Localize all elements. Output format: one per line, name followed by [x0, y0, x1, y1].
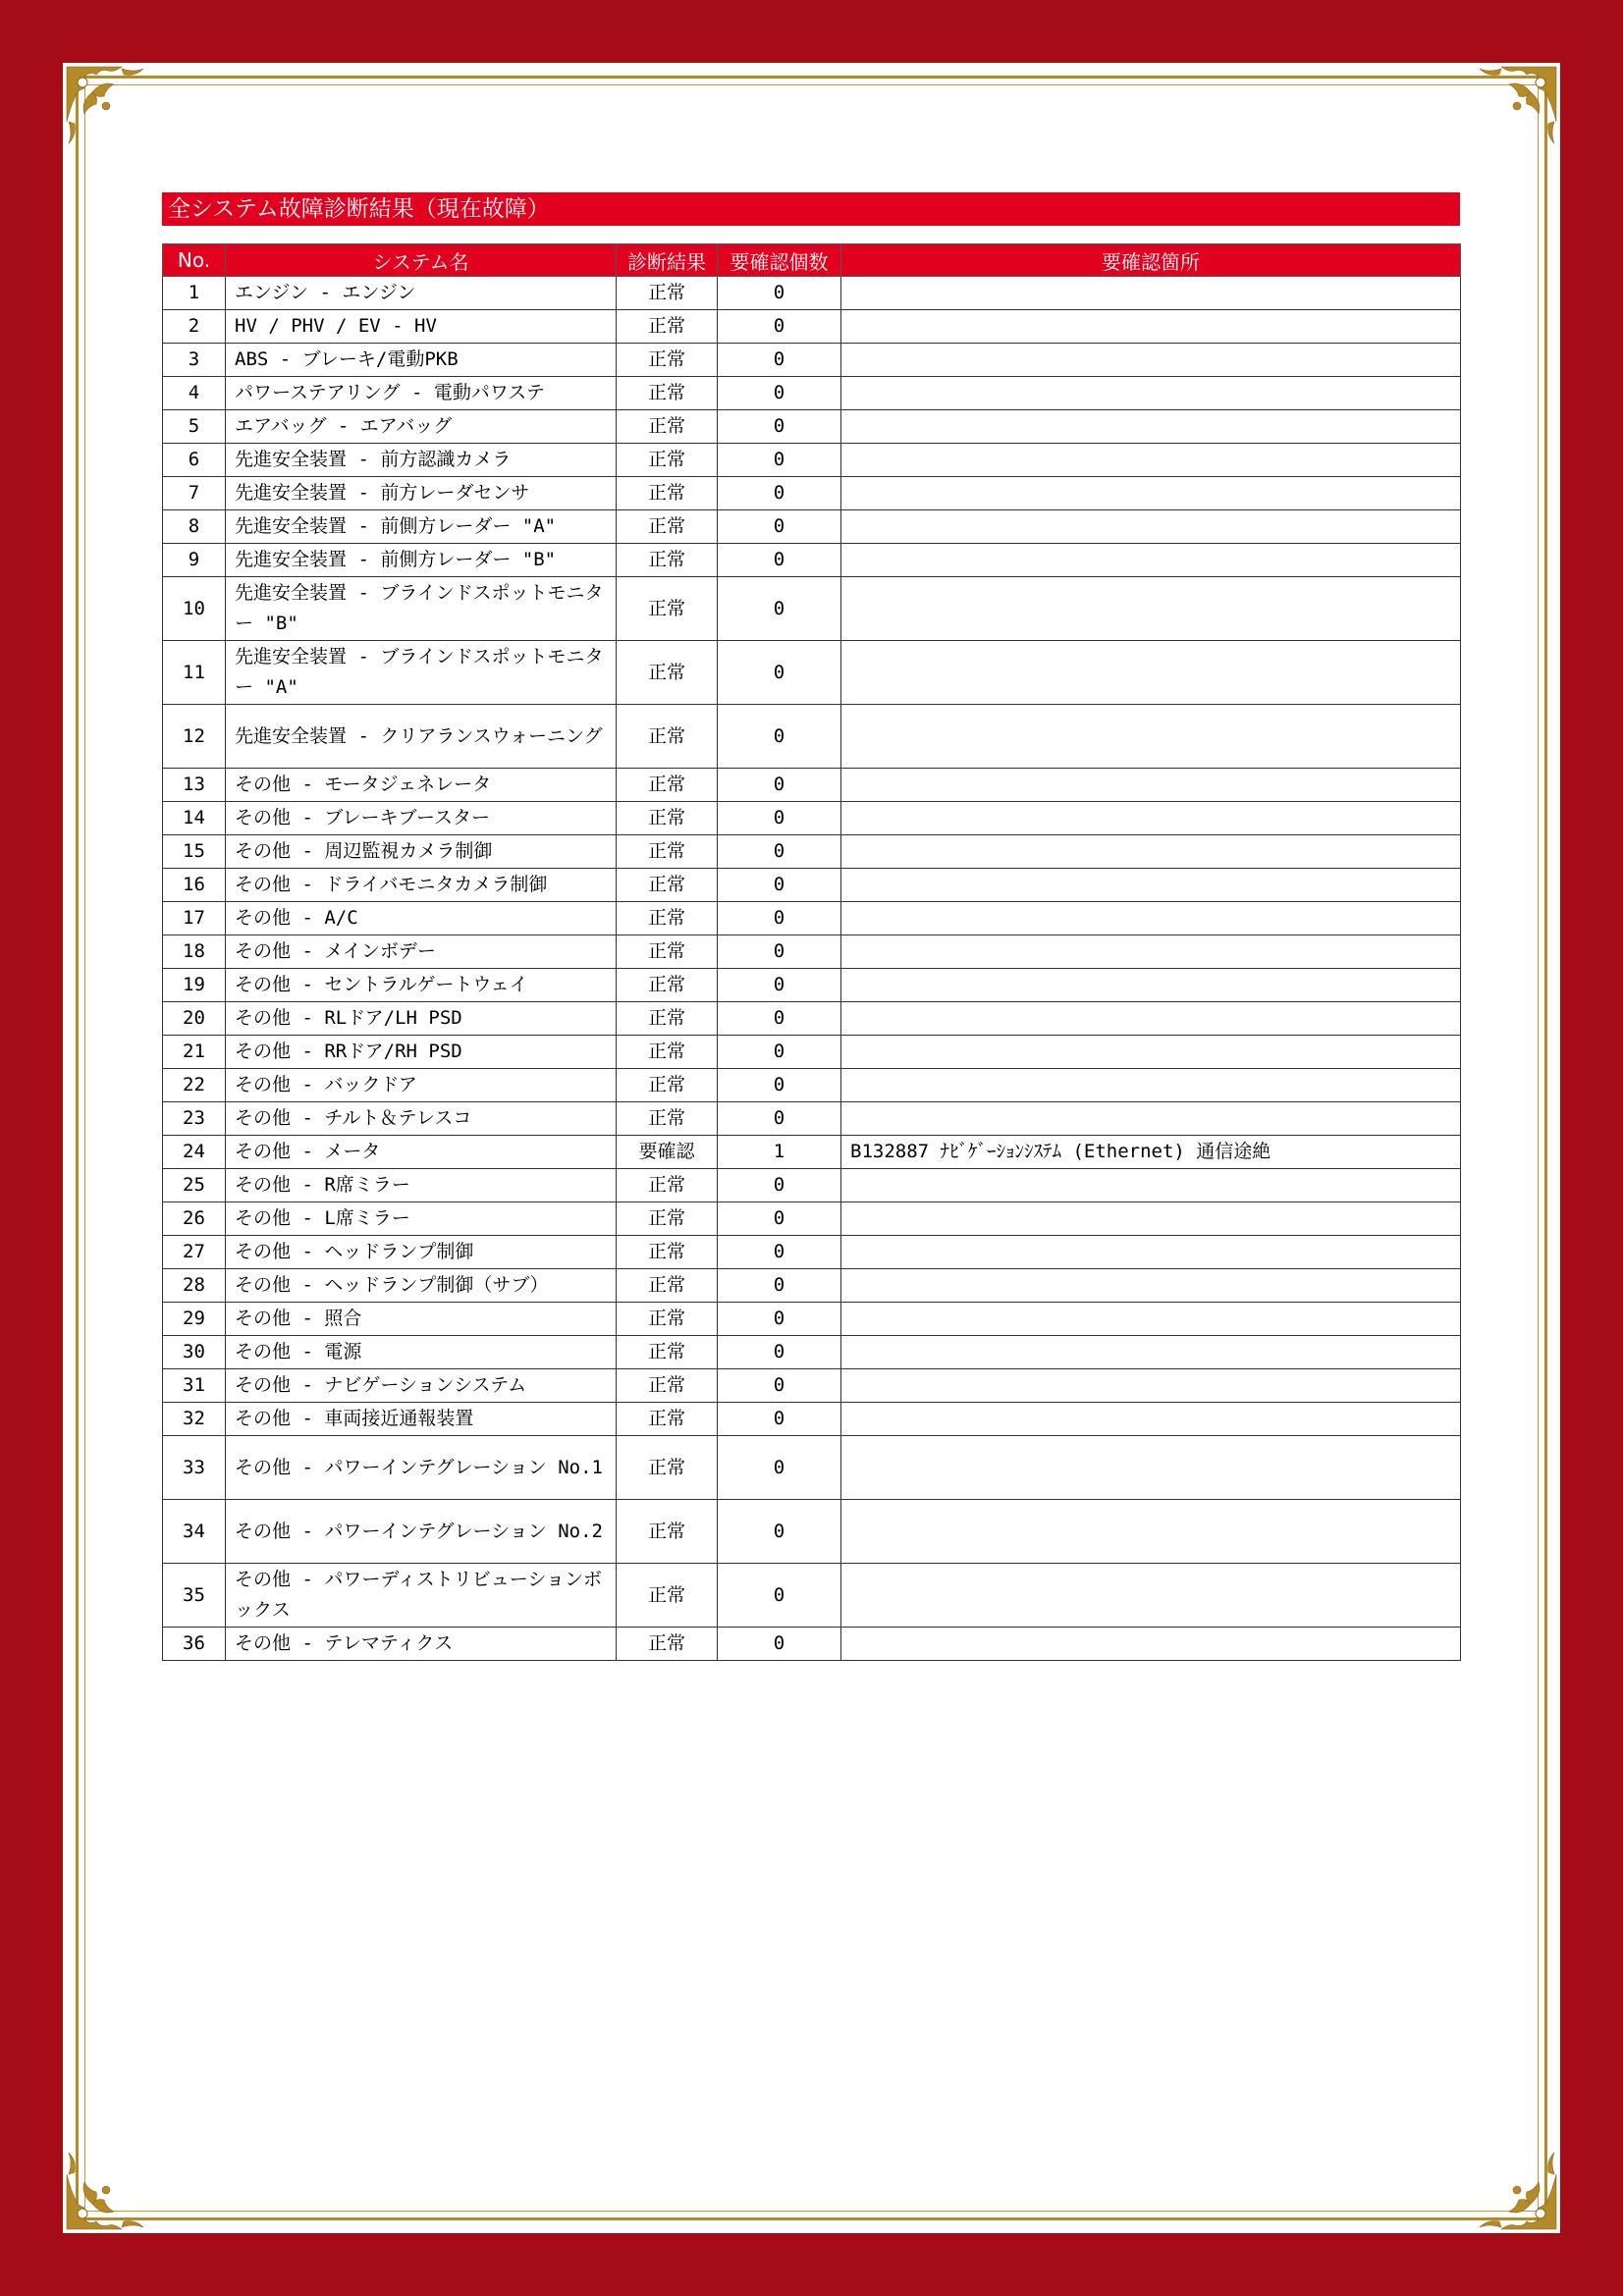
cell-count: 0 — [718, 1436, 841, 1500]
table-row — [163, 1036, 1461, 1069]
cell-location — [841, 1564, 1461, 1628]
cell-system-name: その他 - ブレーキブースター — [226, 802, 617, 835]
cell-result: 正常 — [617, 477, 718, 510]
cell-count: 0 — [718, 444, 841, 477]
ornament-corner-icon — [63, 2135, 161, 2233]
cell-result: 正常 — [617, 410, 718, 444]
report-title: 全システム故障診断結果（現在故障） — [162, 192, 1460, 226]
cell-system-name: その他 - L席ミラー — [226, 1202, 617, 1236]
cell-location — [841, 835, 1461, 869]
table-row — [163, 1169, 1461, 1202]
cell-system-name: その他 - 照合 — [226, 1303, 617, 1336]
cell-system-name: 先進安全装置 - ブラインドスポットモニター "A" — [226, 641, 617, 705]
cell-count: 0 — [718, 310, 841, 344]
cell-system-name: ABS - ブレーキ/電動PKB — [226, 344, 617, 377]
cell-system-name: その他 - バックドア — [226, 1069, 617, 1102]
cell-count: 0 — [718, 277, 841, 310]
cell-system-name: その他 - パワーインテグレーション No.2 — [226, 1500, 617, 1564]
cell-location — [841, 544, 1461, 577]
cell-count: 0 — [718, 1564, 841, 1628]
table-row — [163, 1436, 1461, 1500]
cell-result: 正常 — [617, 1500, 718, 1564]
cell-system-name: その他 - RLドア/LH PSD — [226, 1002, 617, 1036]
cell-result: 正常 — [617, 444, 718, 477]
cell-location — [841, 969, 1461, 1002]
cell-count: 0 — [718, 1369, 841, 1403]
cell-system-name: その他 - パワーディストリビューションボックス — [226, 1564, 617, 1628]
cell-count: 0 — [718, 969, 841, 1002]
cell-no: 36 — [163, 1628, 226, 1661]
cell-result: 正常 — [617, 935, 718, 969]
ornament-corner-icon — [1462, 63, 1560, 161]
cell-location — [841, 444, 1461, 477]
cell-system-name: その他 - モータジェネレータ — [226, 769, 617, 802]
cell-location — [841, 1628, 1461, 1661]
cell-system-name: その他 - 周辺監視カメラ制御 — [226, 835, 617, 869]
cell-result: 正常 — [617, 577, 718, 641]
cell-system-name: その他 - RRドア/RH PSD — [226, 1036, 617, 1069]
cell-no: 1 — [163, 277, 226, 310]
table-row — [163, 969, 1461, 1002]
cell-result: 正常 — [617, 902, 718, 935]
cell-location — [841, 477, 1461, 510]
cell-location — [841, 1303, 1461, 1336]
cell-result: 正常 — [617, 1069, 718, 1102]
table-row — [163, 510, 1461, 544]
table-row — [163, 1002, 1461, 1036]
cell-system-name: その他 - 電源 — [226, 1336, 617, 1369]
cell-no: 27 — [163, 1236, 226, 1269]
table-row — [163, 1628, 1461, 1661]
cell-system-name: 先進安全装置 - 前側方レーダー "B" — [226, 544, 617, 577]
cell-count: 0 — [718, 377, 841, 410]
cell-location — [841, 1102, 1461, 1136]
cell-system-name: その他 - ヘッドランプ制御（サブ） — [226, 1269, 617, 1303]
cell-result: 正常 — [617, 969, 718, 1002]
cell-location — [841, 705, 1461, 769]
cell-location — [841, 641, 1461, 705]
cell-no: 6 — [163, 444, 226, 477]
cell-location — [841, 577, 1461, 641]
cell-result: 正常 — [617, 641, 718, 705]
ornament-corner-icon — [63, 63, 161, 161]
cell-location — [841, 1002, 1461, 1036]
cell-count: 0 — [718, 1102, 841, 1136]
cell-no: 3 — [163, 344, 226, 377]
table-row — [163, 544, 1461, 577]
report-page — [63, 63, 1560, 2233]
cell-location — [841, 1369, 1461, 1403]
cell-count: 0 — [718, 1236, 841, 1269]
table-row — [163, 1336, 1461, 1369]
cell-count: 0 — [718, 410, 841, 444]
cell-no: 19 — [163, 969, 226, 1002]
cell-location — [841, 277, 1461, 310]
cell-no: 4 — [163, 377, 226, 410]
cell-no: 10 — [163, 577, 226, 641]
cell-count: 0 — [718, 1036, 841, 1069]
cell-no: 16 — [163, 869, 226, 902]
cell-count: 0 — [718, 1303, 841, 1336]
table-row — [163, 377, 1461, 410]
table-row — [163, 344, 1461, 377]
table-row — [163, 802, 1461, 835]
cell-result: 正常 — [617, 1369, 718, 1403]
cell-result: 正常 — [617, 1036, 718, 1069]
cell-count: 0 — [718, 902, 841, 935]
cell-system-name: その他 - A/C — [226, 902, 617, 935]
cell-result: 正常 — [617, 1336, 718, 1369]
cell-no: 18 — [163, 935, 226, 969]
cell-location — [841, 1169, 1461, 1202]
cell-system-name: その他 - メータ — [226, 1136, 617, 1169]
cell-result: 正常 — [617, 869, 718, 902]
table-row — [163, 277, 1461, 310]
cell-location — [841, 310, 1461, 344]
cell-result: 正常 — [617, 1236, 718, 1269]
cell-result: 正常 — [617, 1303, 718, 1336]
cell-count: 0 — [718, 577, 841, 641]
cell-result: 正常 — [617, 1436, 718, 1500]
cell-count: 0 — [718, 1269, 841, 1303]
cell-location — [841, 377, 1461, 410]
table-row — [163, 1236, 1461, 1269]
cell-location — [841, 1436, 1461, 1500]
cell-result: 正常 — [617, 1269, 718, 1303]
cell-no: 13 — [163, 769, 226, 802]
cell-no: 31 — [163, 1369, 226, 1403]
cell-count: 0 — [718, 802, 841, 835]
cell-count: 0 — [718, 705, 841, 769]
table-row — [163, 1102, 1461, 1136]
cell-result: 正常 — [617, 310, 718, 344]
table-row — [163, 935, 1461, 969]
cell-result: 正常 — [617, 544, 718, 577]
cell-count: 0 — [718, 1069, 841, 1102]
cell-no: 34 — [163, 1500, 226, 1564]
cell-result: 正常 — [617, 377, 718, 410]
table-row — [163, 577, 1461, 641]
cell-location — [841, 344, 1461, 377]
cell-location — [841, 1269, 1461, 1303]
cell-count: 0 — [718, 1500, 841, 1564]
cell-system-name: 先進安全装置 - 前方レーダセンサ — [226, 477, 617, 510]
column-header-location: 要確認箇所 — [841, 244, 1461, 277]
cell-system-name: 先進安全装置 - 前側方レーダー "A" — [226, 510, 617, 544]
cell-system-name: その他 - 車両接近通報装置 — [226, 1403, 617, 1436]
cell-result: 正常 — [617, 769, 718, 802]
table-row — [163, 1303, 1461, 1336]
table-row — [163, 1369, 1461, 1403]
cell-count: 0 — [718, 769, 841, 802]
cell-count: 0 — [718, 1002, 841, 1036]
cell-count: 0 — [718, 1628, 841, 1661]
table-row — [163, 410, 1461, 444]
cell-location — [841, 510, 1461, 544]
cell-system-name: その他 - テレマティクス — [226, 1628, 617, 1661]
column-header-system: システム名 — [226, 244, 617, 277]
diagnosis-table — [162, 243, 1461, 1661]
cell-result: 正常 — [617, 277, 718, 310]
cell-location — [841, 1036, 1461, 1069]
cell-no: 22 — [163, 1069, 226, 1102]
cell-count: 0 — [718, 477, 841, 510]
cell-location — [841, 802, 1461, 835]
cell-system-name: その他 - チルト＆テレスコ — [226, 1102, 617, 1136]
cell-no: 25 — [163, 1169, 226, 1202]
cell-system-name: その他 - メインボデー — [226, 935, 617, 969]
table-row — [163, 902, 1461, 935]
cell-location: B132887 ﾅﾋﾞｹﾞｰｼｮﾝｼｽﾃﾑ (Ethernet) 通信途絶 — [841, 1136, 1461, 1169]
cell-count: 0 — [718, 344, 841, 377]
cell-system-name: パワーステアリング - 電動パワステ — [226, 377, 617, 410]
cell-system-name: その他 - ナビゲーションシステム — [226, 1369, 617, 1403]
cell-system-name: エアバッグ - エアバッグ — [226, 410, 617, 444]
cell-result: 正常 — [617, 1169, 718, 1202]
cell-no: 29 — [163, 1303, 226, 1336]
cell-system-name: 先進安全装置 - 前方認識カメラ — [226, 444, 617, 477]
cell-result: 正常 — [617, 802, 718, 835]
table-row — [163, 444, 1461, 477]
cell-result: 正常 — [617, 1002, 718, 1036]
cell-count: 0 — [718, 641, 841, 705]
table-row — [163, 1069, 1461, 1102]
cell-system-name: その他 - パワーインテグレーション No.1 — [226, 1436, 617, 1500]
cell-system-name: その他 - R席ミラー — [226, 1169, 617, 1202]
cell-no: 32 — [163, 1403, 226, 1436]
table-row — [163, 705, 1461, 769]
table-body — [163, 277, 1461, 1661]
cell-no: 7 — [163, 477, 226, 510]
table-row — [163, 769, 1461, 802]
cell-result: 正常 — [617, 1628, 718, 1661]
cell-system-name: 先進安全装置 - クリアランスウォーニング — [226, 705, 617, 769]
cell-system-name: HV / PHV / EV - HV — [226, 310, 617, 344]
cell-no: 2 — [163, 310, 226, 344]
cell-result: 正常 — [617, 1403, 718, 1436]
table-row — [163, 1136, 1461, 1169]
table-row — [163, 835, 1461, 869]
table-row — [163, 310, 1461, 344]
cell-system-name: その他 - ドライバモニタカメラ制御 — [226, 869, 617, 902]
cell-location — [841, 1336, 1461, 1369]
table-row — [163, 1269, 1461, 1303]
table-row — [163, 641, 1461, 705]
column-header-count: 要確認個数 — [718, 244, 841, 277]
cell-system-name: 先進安全装置 - ブラインドスポットモニター "B" — [226, 577, 617, 641]
cell-no: 28 — [163, 1269, 226, 1303]
cell-count: 0 — [718, 869, 841, 902]
column-header-no: No. — [163, 244, 226, 277]
table-row — [163, 1564, 1461, 1628]
cell-count: 1 — [718, 1136, 841, 1169]
cell-count: 0 — [718, 1202, 841, 1236]
cell-no: 8 — [163, 510, 226, 544]
table-row — [163, 1500, 1461, 1564]
cell-no: 9 — [163, 544, 226, 577]
cell-result: 正常 — [617, 1102, 718, 1136]
cell-no: 11 — [163, 641, 226, 705]
table-header-row — [163, 244, 1461, 277]
cell-result: 正常 — [617, 835, 718, 869]
cell-location — [841, 1202, 1461, 1236]
cell-no: 12 — [163, 705, 226, 769]
cell-result: 正常 — [617, 344, 718, 377]
cell-no: 23 — [163, 1102, 226, 1136]
column-header-result: 診断結果 — [617, 244, 718, 277]
cell-no: 14 — [163, 802, 226, 835]
cell-no: 33 — [163, 1436, 226, 1500]
table-row — [163, 477, 1461, 510]
table-row — [163, 1403, 1461, 1436]
cell-no: 26 — [163, 1202, 226, 1236]
cell-count: 0 — [718, 835, 841, 869]
cell-count: 0 — [718, 544, 841, 577]
cell-count: 0 — [718, 1403, 841, 1436]
cell-no: 21 — [163, 1036, 226, 1069]
cell-system-name: その他 - ヘッドランプ制御 — [226, 1236, 617, 1269]
cell-location — [841, 1403, 1461, 1436]
cell-count: 0 — [718, 1169, 841, 1202]
cell-no: 20 — [163, 1002, 226, 1036]
ornament-corner-icon — [1462, 2135, 1560, 2233]
cell-location — [841, 902, 1461, 935]
table-row — [163, 869, 1461, 902]
cell-location — [841, 1236, 1461, 1269]
cell-location — [841, 1069, 1461, 1102]
cell-location — [841, 869, 1461, 902]
cell-result: 正常 — [617, 1564, 718, 1628]
cell-result: 正常 — [617, 510, 718, 544]
cell-result: 正常 — [617, 1202, 718, 1236]
cell-no: 15 — [163, 835, 226, 869]
cell-count: 0 — [718, 935, 841, 969]
cell-location — [841, 410, 1461, 444]
cell-no: 30 — [163, 1336, 226, 1369]
cell-no: 35 — [163, 1564, 226, 1628]
cell-result: 要確認 — [617, 1136, 718, 1169]
cell-location — [841, 769, 1461, 802]
cell-location — [841, 935, 1461, 969]
table-row — [163, 1202, 1461, 1236]
cell-location — [841, 1500, 1461, 1564]
cell-no: 24 — [163, 1136, 226, 1169]
cell-system-name: エンジン - エンジン — [226, 277, 617, 310]
cell-no: 17 — [163, 902, 226, 935]
cell-system-name: その他 - セントラルゲートウェイ — [226, 969, 617, 1002]
cell-result: 正常 — [617, 705, 718, 769]
cell-no: 5 — [163, 410, 226, 444]
cell-count: 0 — [718, 510, 841, 544]
cell-count: 0 — [718, 1336, 841, 1369]
